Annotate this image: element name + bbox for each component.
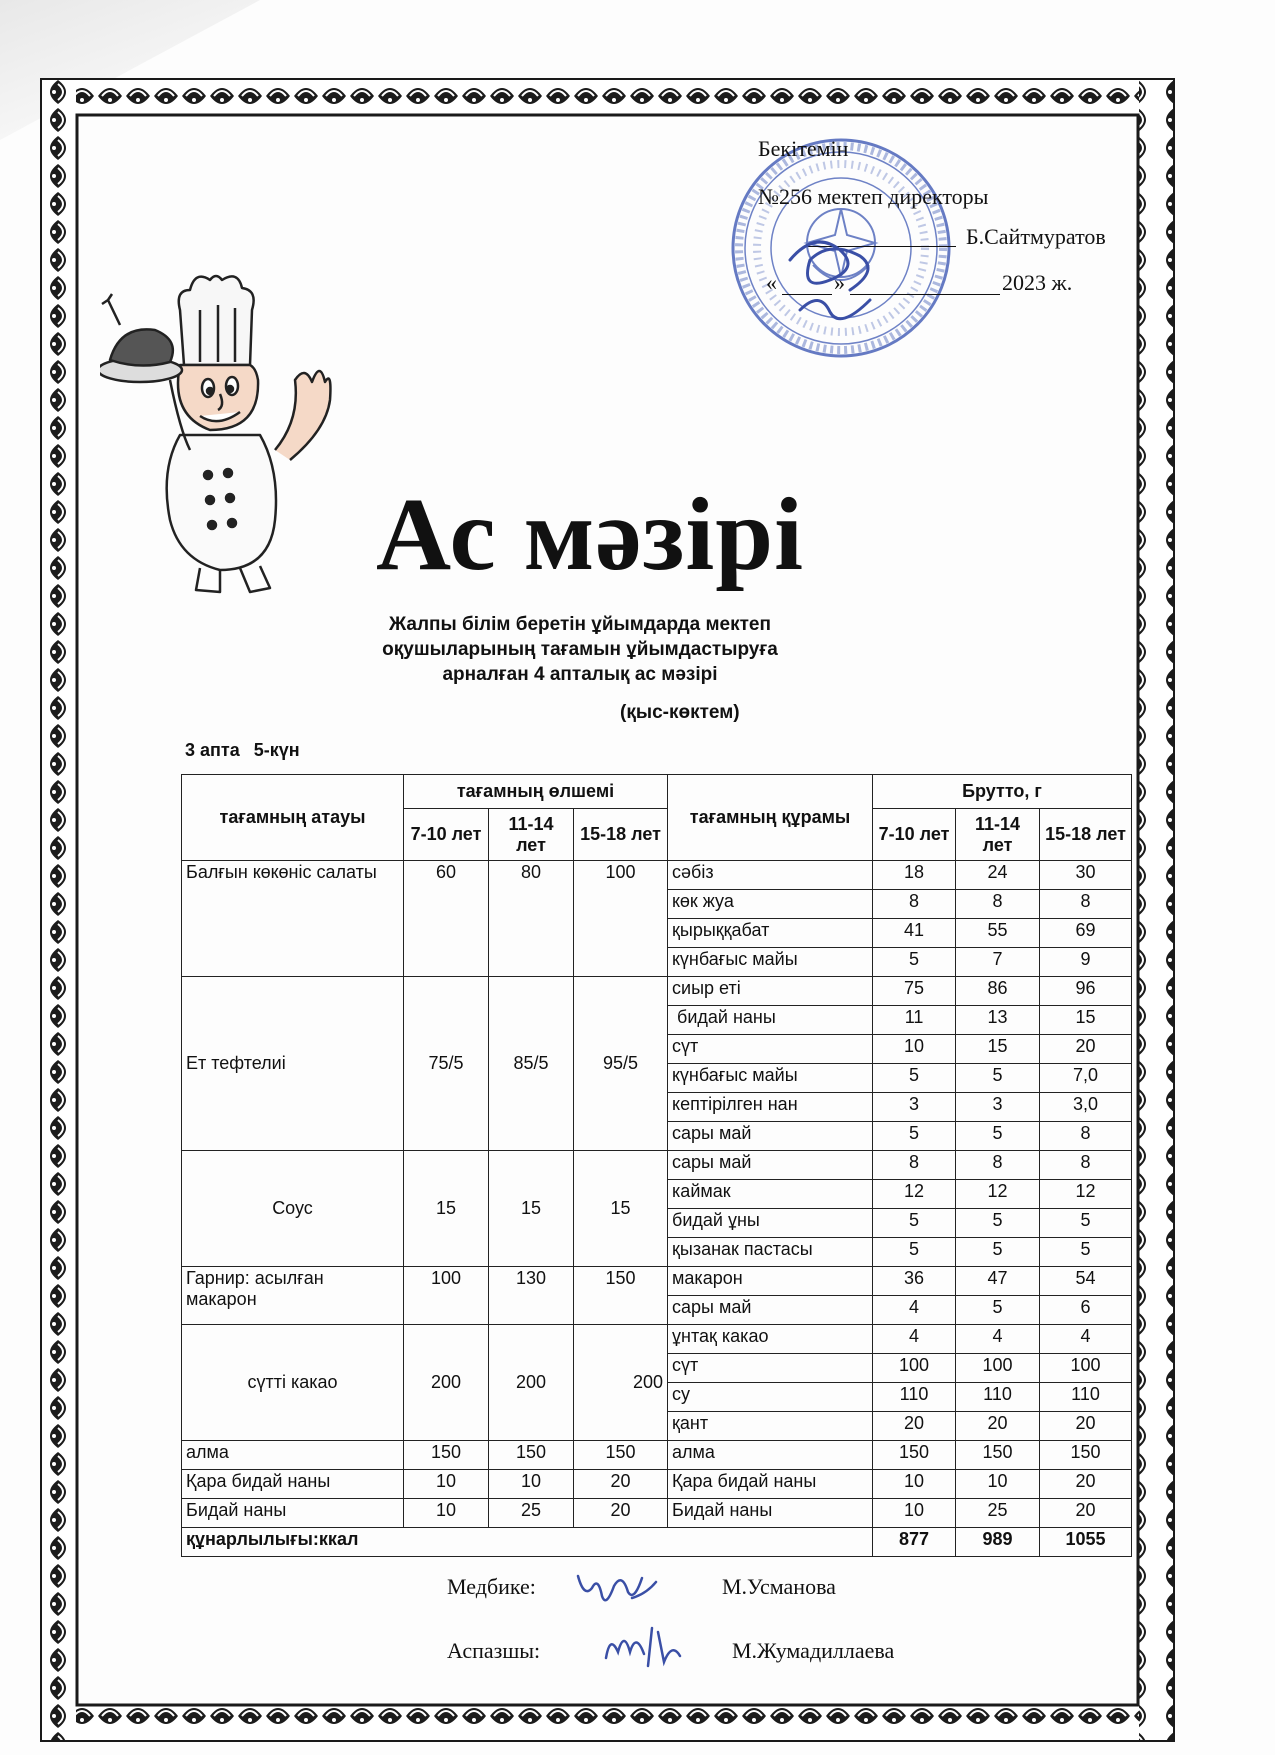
portion-cell: 200: [489, 1325, 574, 1441]
gross-cell: 150: [873, 1441, 956, 1470]
portion-cell: 10: [404, 1470, 489, 1499]
portion-cell: 80: [489, 861, 574, 977]
dish-name: Ет тефтелиі: [182, 977, 404, 1151]
ingredient-name: күнбағыс майы: [668, 1064, 873, 1093]
gross-cell: 100: [873, 1354, 956, 1383]
ingredient-name: сәбіз: [668, 861, 873, 890]
gross-cell: 5: [873, 1238, 956, 1267]
dish-name: Балғын көкөніс салаты: [182, 861, 404, 977]
gross-cell: 5: [956, 1296, 1040, 1325]
gross-cell: 5: [1040, 1209, 1132, 1238]
gross-cell: 20: [1040, 1035, 1132, 1064]
ingredient-name: сүт: [668, 1354, 873, 1383]
total-cell: 877: [873, 1528, 956, 1557]
dish-name: алма: [182, 1441, 404, 1470]
gross-cell: 6: [1040, 1296, 1132, 1325]
gross-cell: 36: [873, 1267, 956, 1296]
ingredient-name: бидай ұны: [668, 1209, 873, 1238]
gross-cell: 20: [1040, 1412, 1132, 1441]
gross-cell: 10: [956, 1470, 1040, 1499]
gross-cell: 3,0: [1040, 1093, 1132, 1122]
table-body: [182, 861, 1132, 1557]
subtitle-line-2: оқушыларының тағамын ұйымдастыруға: [382, 639, 778, 660]
gross-cell: 20: [1040, 1470, 1132, 1499]
season-label: (қыс-көктем): [620, 702, 740, 723]
portion-cell: 100: [574, 861, 668, 977]
table-row: [182, 1470, 1132, 1499]
gross-cell: 20: [1040, 1499, 1132, 1528]
table-row: [182, 1267, 1132, 1296]
header-age-15-18: 15-18 лет: [574, 809, 668, 861]
page-title: Ас мәзірі: [375, 477, 805, 592]
ingredient-name: Қара бидай наны: [668, 1470, 873, 1499]
header-gross-age-15-18: 15-18 лет: [1040, 809, 1132, 861]
gross-cell: 5: [956, 1209, 1040, 1238]
ingredient-name: сары май: [668, 1151, 873, 1180]
nurse-signature-icon: [572, 1568, 662, 1616]
gross-cell: 47: [956, 1267, 1040, 1296]
gross-cell: 5: [956, 1122, 1040, 1151]
portion-cell: 60: [404, 861, 489, 977]
date-open-quote: «: [766, 270, 777, 295]
gross-cell: 25: [956, 1499, 1040, 1528]
gross-cell: 110: [956, 1383, 1040, 1412]
gross-cell: 8: [1040, 1122, 1132, 1151]
cook-signature-icon: [600, 1622, 690, 1670]
nurse-label: Медбике:: [447, 1574, 536, 1599]
gross-cell: 4: [873, 1325, 956, 1354]
ingredient-name: су: [668, 1383, 873, 1412]
gross-cell: 20: [873, 1412, 956, 1441]
cook-name: М.Жумадиллаева: [732, 1638, 895, 1663]
gross-cell: 5: [873, 948, 956, 977]
gross-cell: 54: [1040, 1267, 1132, 1296]
portion-cell: 130: [489, 1267, 574, 1325]
gross-cell: 5: [956, 1064, 1040, 1093]
gross-cell: 41: [873, 919, 956, 948]
total-label: құнарлылығы:ккал: [182, 1528, 873, 1557]
ingredient-name: кептірілген нан: [668, 1093, 873, 1122]
portion-cell: 25: [489, 1499, 574, 1528]
ingredient-name: Бидай наны: [668, 1499, 873, 1528]
gross-cell: 75: [873, 977, 956, 1006]
ingredient-name: қызанак пастасы: [668, 1238, 873, 1267]
page-fold-shadow: [0, 0, 260, 140]
header-gross-age-7-10: 7-10 лет: [873, 809, 956, 861]
ingredient-name: бидай наны: [668, 1006, 873, 1035]
header-composition: тағамның құрамы: [668, 775, 873, 861]
ingredient-name: күнбағыс майы: [668, 948, 873, 977]
dish-name: Қара бидай наны: [182, 1470, 404, 1499]
ingredient-name: ұнтақ какао: [668, 1325, 873, 1354]
gross-cell: 10: [873, 1035, 956, 1064]
chef-illustration-icon: [100, 270, 350, 600]
day-label: 5-күн: [253, 740, 300, 760]
ingredient-name: қырыққабат: [668, 919, 873, 948]
gross-cell: 8: [956, 890, 1040, 919]
portion-cell: 15: [574, 1151, 668, 1267]
ingredient-name: сары май: [668, 1296, 873, 1325]
header-age-7-10: 7-10 лет: [404, 809, 489, 861]
date-close-quote: »: [834, 270, 845, 295]
gross-cell: 12: [873, 1180, 956, 1209]
portion-cell: 150: [404, 1441, 489, 1470]
gross-cell: 7,0: [1040, 1064, 1132, 1093]
gross-cell: 11: [873, 1006, 956, 1035]
ingredient-name: қант: [668, 1412, 873, 1441]
gross-cell: 18: [873, 861, 956, 890]
dish-name: сүтті какао: [182, 1325, 404, 1441]
gross-cell: 15: [1040, 1006, 1132, 1035]
dish-name: Соус: [182, 1151, 404, 1267]
gross-cell: 24: [956, 861, 1040, 890]
header-dish-name: тағамның атауы: [182, 775, 404, 861]
total-cell: 1055: [1040, 1528, 1132, 1557]
table-row: [182, 861, 1132, 890]
gross-cell: 8: [956, 1151, 1040, 1180]
gross-cell: 4: [956, 1325, 1040, 1354]
week-label: 3 апта: [185, 740, 240, 760]
gross-cell: 8: [873, 890, 956, 919]
table-row: [182, 1151, 1132, 1180]
director-name: Б.Сайтмуратов: [966, 224, 1106, 249]
ingredient-name: сиыр еті: [668, 977, 873, 1006]
subtitle-line-1: Жалпы білім беретін ұйымдарда мектеп: [389, 614, 771, 635]
gross-cell: 13: [956, 1006, 1040, 1035]
menu-table: [181, 774, 1132, 1557]
portion-cell: 100: [404, 1267, 489, 1325]
gross-cell: 150: [1040, 1441, 1132, 1470]
nurse-name: М.Усманова: [722, 1574, 836, 1599]
gross-cell: 86: [956, 977, 1040, 1006]
date-year: 2023 ж.: [1002, 270, 1073, 295]
week-day-label: [185, 740, 300, 761]
portion-cell: 15: [404, 1151, 489, 1267]
gross-cell: 5: [1040, 1238, 1132, 1267]
gross-cell: 4: [873, 1296, 956, 1325]
gross-cell: 3: [956, 1093, 1040, 1122]
portion-cell: 15: [489, 1151, 574, 1267]
portion-cell: 150: [574, 1441, 668, 1470]
gross-cell: 100: [956, 1354, 1040, 1383]
subtitle-line-3: арналған 4 апталық ас мәзірі: [442, 664, 718, 685]
gross-cell: 4: [1040, 1325, 1132, 1354]
header-gross-age-11-14: 11-14 лет: [956, 809, 1040, 861]
approval-label: Бекітемін: [758, 136, 849, 161]
director-signature-icon: [770, 220, 900, 340]
gross-cell: 7: [956, 948, 1040, 977]
gross-cell: 8: [873, 1151, 956, 1180]
ingredient-name: сары май: [668, 1122, 873, 1151]
ingredient-name: алма: [668, 1441, 873, 1470]
gross-cell: 100: [1040, 1354, 1132, 1383]
gross-cell: 110: [873, 1383, 956, 1412]
gross-cell: 12: [956, 1180, 1040, 1209]
gross-cell: 10: [873, 1499, 956, 1528]
portion-cell: 20: [574, 1499, 668, 1528]
portion-cell: 85/5: [489, 977, 574, 1151]
gross-cell: 9: [1040, 948, 1132, 977]
dish-name: Бидай наны: [182, 1499, 404, 1528]
header-age-11-14: 11-14 лет: [489, 809, 574, 861]
menu-subtitle: [300, 612, 860, 687]
portion-cell: 10: [404, 1499, 489, 1528]
ingredient-name: сүт: [668, 1035, 873, 1064]
gross-cell: 5: [873, 1064, 956, 1093]
ingredient-name: көк жуа: [668, 890, 873, 919]
header-portion-size: тағамның өлшемі: [404, 775, 668, 809]
gross-cell: 3: [873, 1093, 956, 1122]
gross-cell: 30: [1040, 861, 1132, 890]
total-cell: 989: [956, 1528, 1040, 1557]
dish-name: Гарнир: асылған макарон: [182, 1267, 404, 1325]
ingredient-name: макарон: [668, 1267, 873, 1296]
portion-cell: 75/5: [404, 977, 489, 1151]
table-row: [182, 1441, 1132, 1470]
gross-cell: 96: [1040, 977, 1132, 1006]
portion-cell: 20: [574, 1470, 668, 1499]
table-row: [182, 1499, 1132, 1528]
portion-cell: 150: [574, 1267, 668, 1325]
table-row: [182, 977, 1132, 1006]
gross-cell: 5: [873, 1122, 956, 1151]
gross-cell: 15: [956, 1035, 1040, 1064]
gross-cell: 12: [1040, 1180, 1132, 1209]
ingredient-name: каймак: [668, 1180, 873, 1209]
gross-cell: 8: [1040, 890, 1132, 919]
gross-cell: 8: [1040, 1151, 1132, 1180]
portion-cell: 95/5: [574, 977, 668, 1151]
header-gross: Брутто, г: [873, 775, 1132, 809]
portion-cell: 150: [489, 1441, 574, 1470]
portion-cell: 200: [574, 1325, 668, 1441]
gross-cell: 5: [873, 1209, 956, 1238]
portion-cell: 200: [404, 1325, 489, 1441]
gross-cell: 150: [956, 1441, 1040, 1470]
gross-cell: 110: [1040, 1383, 1132, 1412]
gross-cell: 5: [956, 1238, 1040, 1267]
portion-cell: 10: [489, 1470, 574, 1499]
table-header: [182, 775, 1132, 861]
total-row: [182, 1528, 1132, 1557]
table-row: [182, 1325, 1132, 1354]
cook-label: Аспазшы:: [447, 1638, 541, 1663]
gross-cell: 20: [956, 1412, 1040, 1441]
director-title: №256 мектеп директоры: [758, 184, 989, 209]
gross-cell: 10: [873, 1470, 956, 1499]
gross-cell: 69: [1040, 919, 1132, 948]
gross-cell: 55: [956, 919, 1040, 948]
